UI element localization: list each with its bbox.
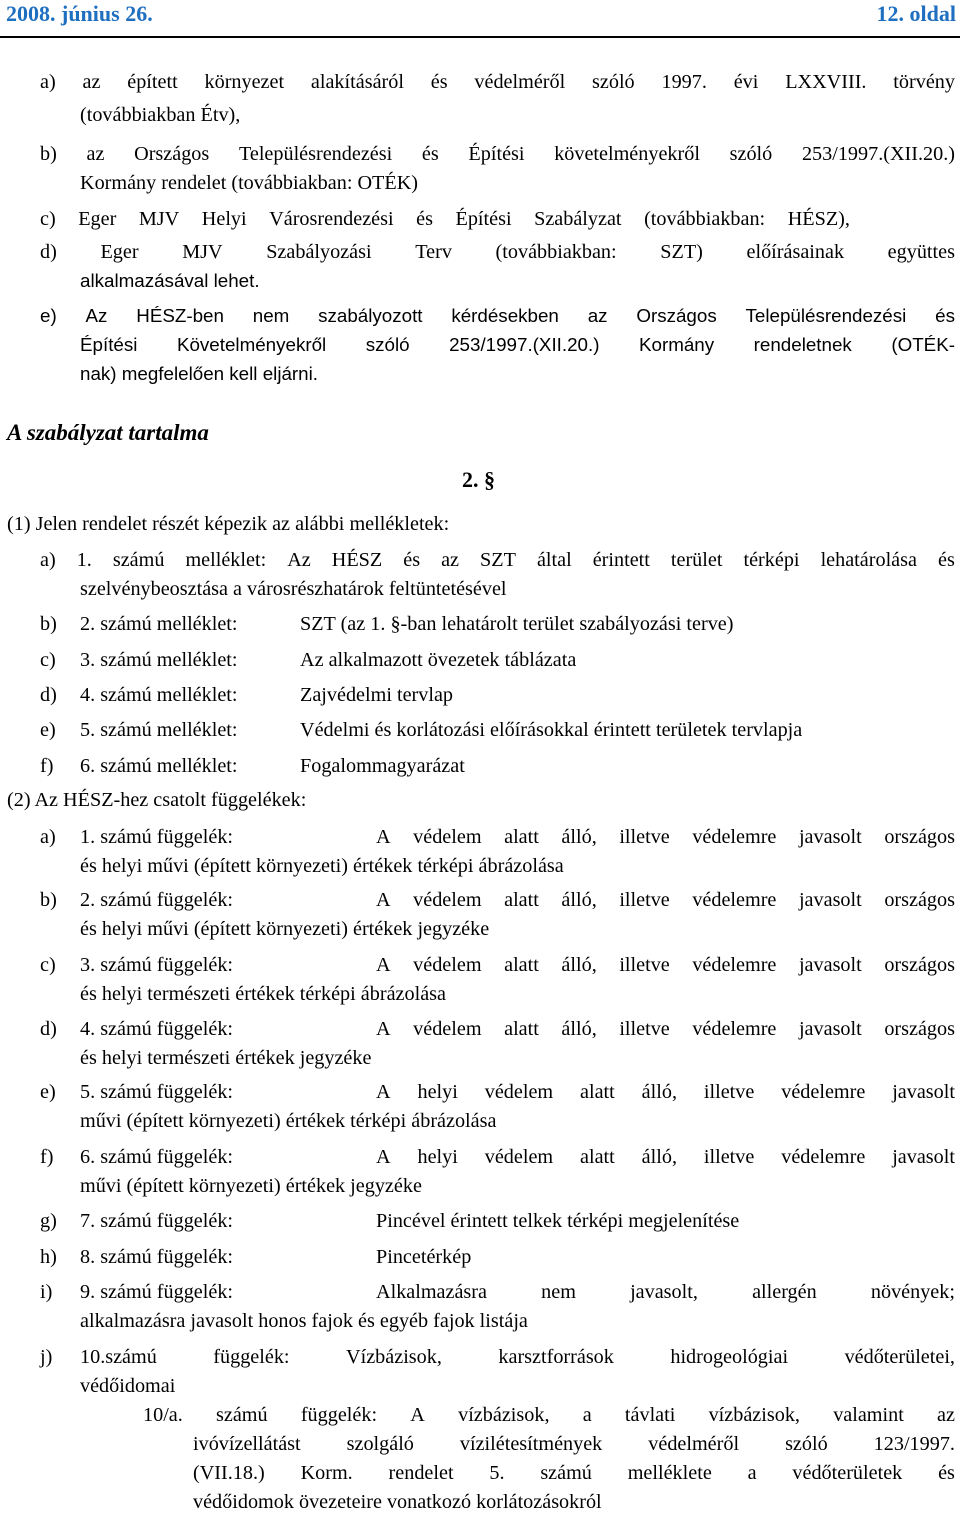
- appendix-description-line2: művi (épített környezeti) értékek jegyzéke: [80, 1175, 422, 1197]
- intro-e-line2: Építési Követelményekről szóló 253/1997.(XII.20.) Kormány rendeletnek (OTÉK-: [80, 334, 955, 355]
- intro-a-line2: (továbbiakban Étv),: [80, 104, 241, 126]
- annex-label: d): [40, 684, 57, 706]
- appendix-i-description-line2: alkalmazásra javasolt honos fajok és egyéb fajok listája: [80, 1310, 528, 1332]
- intro-b-line1: b) az Országos Településrendezési és Építési követelményekről szóló 253/1997.(XII.20.): [40, 143, 955, 165]
- appendix-description-line2: művi (épített környezeti) értékek térképi ábrázolása: [80, 1110, 497, 1132]
- appendix-j-line2: védőidomai: [80, 1375, 176, 1397]
- appendix-j-line1: 10.számú függelék: Vízbázisok, karsztforrások hidrogeológiai védőterületei,: [80, 1346, 955, 1368]
- appendix-number: 4. számú függelék:: [80, 1018, 234, 1040]
- part1-a-line1: a) 1. számú melléklet: Az HÉSZ és az SZT által érintett terület térképi lehatárolása és: [40, 549, 955, 571]
- appendix-g-number: 7. számú függelék:: [80, 1210, 234, 1232]
- appendix-description-line2: és helyi természeti értékek jegyzéke: [80, 1047, 372, 1069]
- appendix-i-label: i): [40, 1281, 53, 1303]
- intro-d-line2: alkalmazásával lehet.: [80, 270, 260, 291]
- intro-b-line2: Kormány rendelet (továbbiakban: OTÉK): [80, 172, 419, 194]
- section-title: A szabályzat tartalma: [7, 420, 209, 445]
- appendix-h-description: Pincetérkép: [376, 1246, 472, 1268]
- appendix-j-label: j): [40, 1346, 53, 1368]
- paragraph-number: 2. §: [462, 467, 495, 492]
- appendix-label: e): [40, 1081, 56, 1103]
- appendix-description-line1: A védelem alatt álló, illetve védelemre javasolt országos: [376, 1018, 955, 1040]
- appendix-h-label: h): [40, 1246, 57, 1268]
- annex-label: b): [40, 613, 57, 635]
- annex-number: 6. számú melléklet:: [80, 755, 238, 777]
- appendix-description-line1: A védelem alatt álló, illetve védelemre javasolt országos: [376, 889, 955, 911]
- appendix-description-line1: A helyi védelem alatt álló, illetve védelemre javasolt: [376, 1146, 955, 1168]
- annex-description: Zajvédelmi tervlap: [300, 684, 454, 706]
- appendix-i-number: 9. számú függelék:: [80, 1281, 234, 1303]
- appendix-h-number: 8. számú függelék:: [80, 1246, 234, 1268]
- appendix-description-line1: A védelem alatt álló, illetve védelemre javasolt országos: [376, 954, 955, 976]
- part1-a-line2: szelvénybeosztása a városrészhatárok feltüntetésével: [80, 578, 507, 600]
- appendix-ja-line2: ivóvízellátást szolgáló vízilétesítmények védelméről szóló 123/1997.: [193, 1433, 955, 1455]
- appendix-number: 1. számú függelék:: [80, 826, 234, 848]
- appendix-description-line1: A védelem alatt álló, illetve védelemre javasolt országos: [376, 826, 955, 848]
- annex-label: c): [40, 649, 56, 671]
- intro-c-line1: c) Eger MJV Helyi Városrendezési és Építési Szabályzat (továbbiakban: HÉSZ),: [40, 208, 850, 230]
- appendix-description-line2: és helyi művi (épített környezeti) értékek jegyzéke: [80, 918, 490, 940]
- appendix-ja-line4: védőidomok övezeteire vonatkozó korlátozásokról: [193, 1491, 602, 1513]
- appendix-description-line2: és helyi természeti értékek térképi ábrázolása: [80, 983, 446, 1005]
- appendix-number: 6. számú függelék:: [80, 1146, 234, 1168]
- appendix-label: d): [40, 1018, 57, 1040]
- appendix-label: b): [40, 889, 57, 911]
- annex-label: e): [40, 719, 56, 741]
- annex-number: 4. számú melléklet:: [80, 684, 238, 706]
- header-page-number: 12. oldal: [876, 1, 956, 26]
- appendix-label: c): [40, 954, 56, 976]
- appendix-number: 2. számú függelék:: [80, 889, 234, 911]
- intro-e-line3: nak) megfelelően kell eljárni.: [80, 363, 319, 384]
- appendix-description-line1: A helyi védelem alatt álló, illetve védelemre javasolt: [376, 1081, 955, 1103]
- appendix-g-description: Pincével érintett telkek térképi megjelenítése: [376, 1210, 740, 1232]
- appendix-ja-line1: 10/a. számú függelék: A vízbázisok, a távlati vízbázisok, valamint az: [143, 1404, 955, 1426]
- annex-number: 2. számú melléklet:: [80, 613, 238, 635]
- appendix-g-label: g): [40, 1210, 57, 1232]
- annex-description: SZT (az 1. §-ban lehatárolt terület szabályozási terve): [300, 613, 734, 635]
- appendix-ja-line3: (VII.18.) Korm. rendelet 5. számú melléklete a védőterületek és: [193, 1462, 955, 1484]
- annex-description: Fogalommagyarázat: [300, 755, 465, 777]
- annex-number: 5. számú melléklet:: [80, 719, 238, 741]
- appendix-description-line2: és helyi művi (épített környezeti) értékek térképi ábrázolása: [80, 855, 564, 877]
- part1-heading: (1) Jelen rendelet részét képezik az alábbi mellékletek:: [7, 513, 450, 535]
- annex-label: f): [40, 755, 54, 777]
- header-date: 2008. június 26.: [6, 1, 153, 26]
- appendix-i-description-line1: Alkalmazásra nem javasolt, allergén növények;: [376, 1281, 955, 1303]
- part2-heading: (2) Az HÉSZ-hez csatolt függelékek:: [7, 789, 307, 811]
- intro-d-line1: d) Eger MJV Szabályozási Terv (továbbiakban: SZT) előírásainak együttes: [40, 241, 955, 263]
- appendix-label: a): [40, 826, 56, 848]
- annex-description: Az alkalmazott övezetek táblázata: [300, 649, 577, 671]
- intro-e-line1: e) Az HÉSZ-ben nem szabályozott kérdésekben az Országos Településrendezési és: [40, 305, 955, 326]
- appendix-number: 3. számú függelék:: [80, 954, 234, 976]
- appendix-label: f): [40, 1146, 54, 1168]
- intro-a-line1: a) az épített környezet alakításáról és védelméről szóló 1997. évi LXXVIII. törvény: [40, 71, 955, 93]
- annex-number: 3. számú melléklet:: [80, 649, 238, 671]
- appendix-number: 5. számú függelék:: [80, 1081, 234, 1103]
- annex-description: Védelmi és korlátozási előírásokkal érintett területek tervlapja: [300, 719, 803, 741]
